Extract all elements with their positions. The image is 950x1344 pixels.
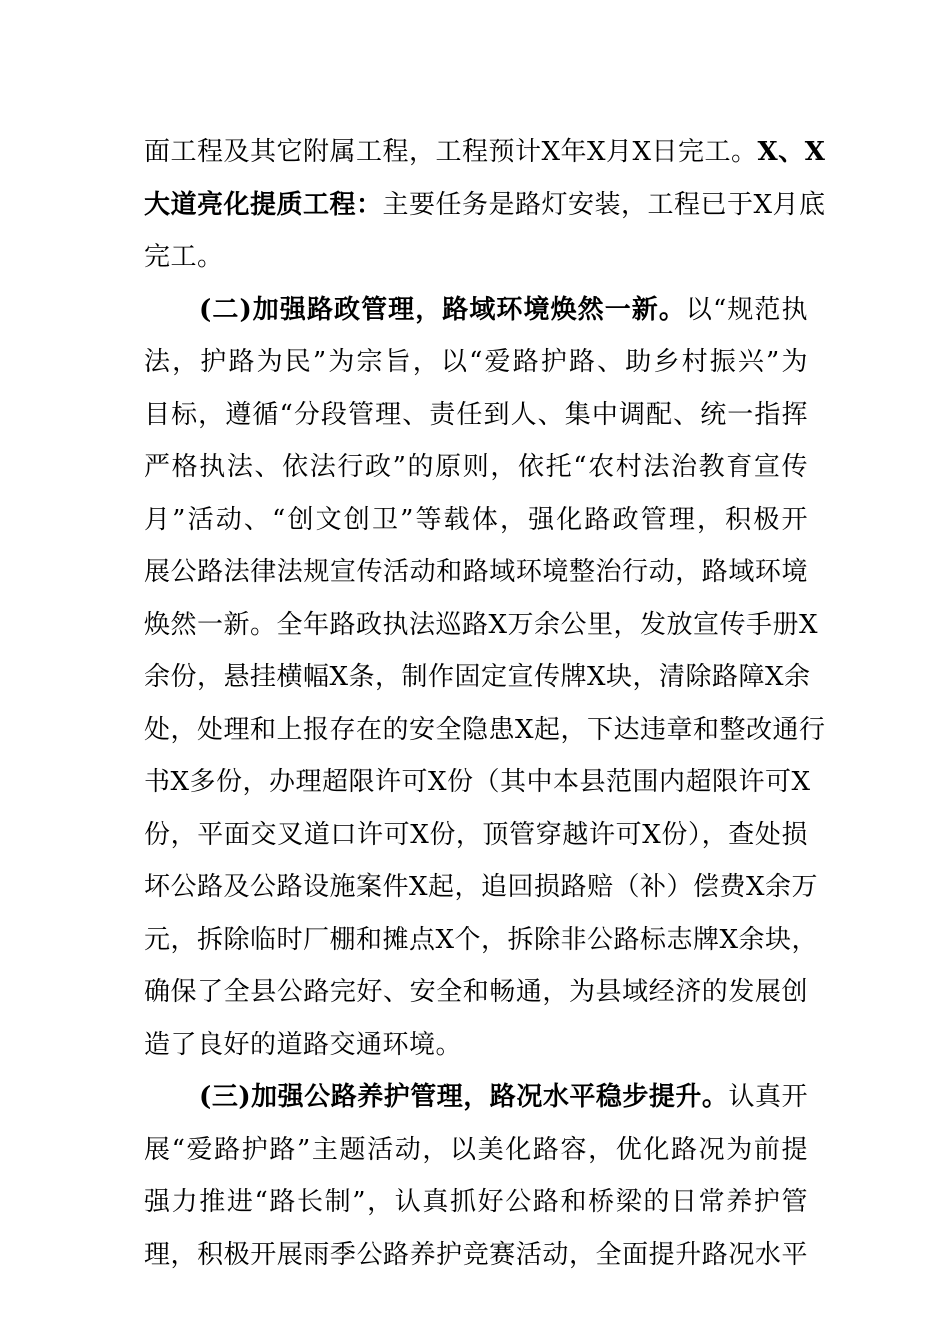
bold-text-segment: 大道亮化提质工程： (144, 189, 383, 220)
text-line (144, 126, 826, 179)
document-body (144, 126, 826, 1281)
text-segment: 确保了全县公路完好、安全和畅通，为县域经济的发展创 (144, 977, 808, 1007)
text-segment: 焕然一新。全年路政执法巡路X万余公里，发放宣传手册X (144, 609, 819, 640)
text-segment: 以“规范执 (685, 294, 808, 325)
text-line (144, 651, 811, 704)
text-segment: 完工。 (144, 242, 224, 272)
text-segment: 造了良好的道路交通环境。 (144, 1029, 463, 1060)
text-line (144, 1071, 808, 1124)
text-segment: 目标，遵循“分段管理、责任到人、集中调配、统一指挥 (144, 399, 808, 430)
text-segment: 余份，悬挂横幅X条，制作固定宣传牌X块，清除路障X余 (144, 662, 811, 692)
text-line (144, 966, 808, 1019)
text-segment: 元，拆除临时厂棚和摊点X个，拆除非公路标志牌X余块， (144, 924, 819, 955)
text-line (144, 494, 808, 547)
text-line (144, 704, 826, 757)
text-line (144, 231, 808, 284)
text-segment: 理，积极开展雨季公路养护竞赛活动，全面提升路况水平 (144, 1239, 808, 1270)
text-line (144, 599, 819, 652)
text-line (144, 1124, 808, 1177)
text-segment: 主要任务是路灯安装，工程已于X月底 (382, 189, 826, 220)
text-line (144, 1176, 808, 1229)
bold-text-segment: (三)加强公路养护管理，路况水平稳步提升。 (199, 1082, 729, 1112)
text-segment: 坏公路及公路设施案件X起，追回损路赔（补）偿费X余万 (144, 872, 819, 902)
text-segment: 面工程及其它附属工程，工程预计X年X月X日完工。 (144, 137, 758, 167)
text-segment: 展公路法律法规宣传活动和路域环境整治行动，路域环境 (144, 557, 808, 587)
text-segment: 严格执法、依法行政”的原则，依托“农村法治教育宣传 (144, 452, 808, 482)
text-line (144, 1019, 808, 1072)
text-segment: 月”活动、“创文创卫”等载体，强化路政管理，积极开 (144, 504, 808, 535)
text-line (144, 179, 826, 232)
text-segment: 强力推进“路长制”，认真抓好公路和桥梁的日常养护管 (144, 1187, 808, 1217)
text-line (144, 441, 808, 494)
text-segment: 处，处理和上报存在的安全隐患X起，下达违章和整改通行 (144, 714, 826, 745)
text-segment: 展“爱路护路”主题活动，以美化路容，优化路况为前提 (144, 1134, 808, 1165)
text-line (144, 809, 808, 862)
text-segment: 份，平面交叉道口许可X份，顶管穿越许可X份），查处损 (144, 819, 808, 850)
text-line (144, 756, 811, 809)
bold-text-segment: X、X (757, 137, 826, 167)
bold-text-segment: (二)加强路政管理，路域环境焕然一新。 (199, 294, 686, 325)
text-line (144, 914, 819, 967)
text-line (144, 1229, 808, 1282)
text-line (144, 284, 808, 337)
text-line (144, 546, 808, 599)
text-line (144, 861, 819, 914)
text-segment: 认真开 (728, 1082, 808, 1112)
text-segment: 法，护路为民”为宗旨，以“爱路护路、助乡村振兴”为 (144, 347, 808, 377)
text-line (144, 389, 808, 442)
text-segment: 书X多份，办理超限许可X份（其中本县范围内超限许可X (144, 767, 811, 797)
text-line (144, 336, 808, 389)
